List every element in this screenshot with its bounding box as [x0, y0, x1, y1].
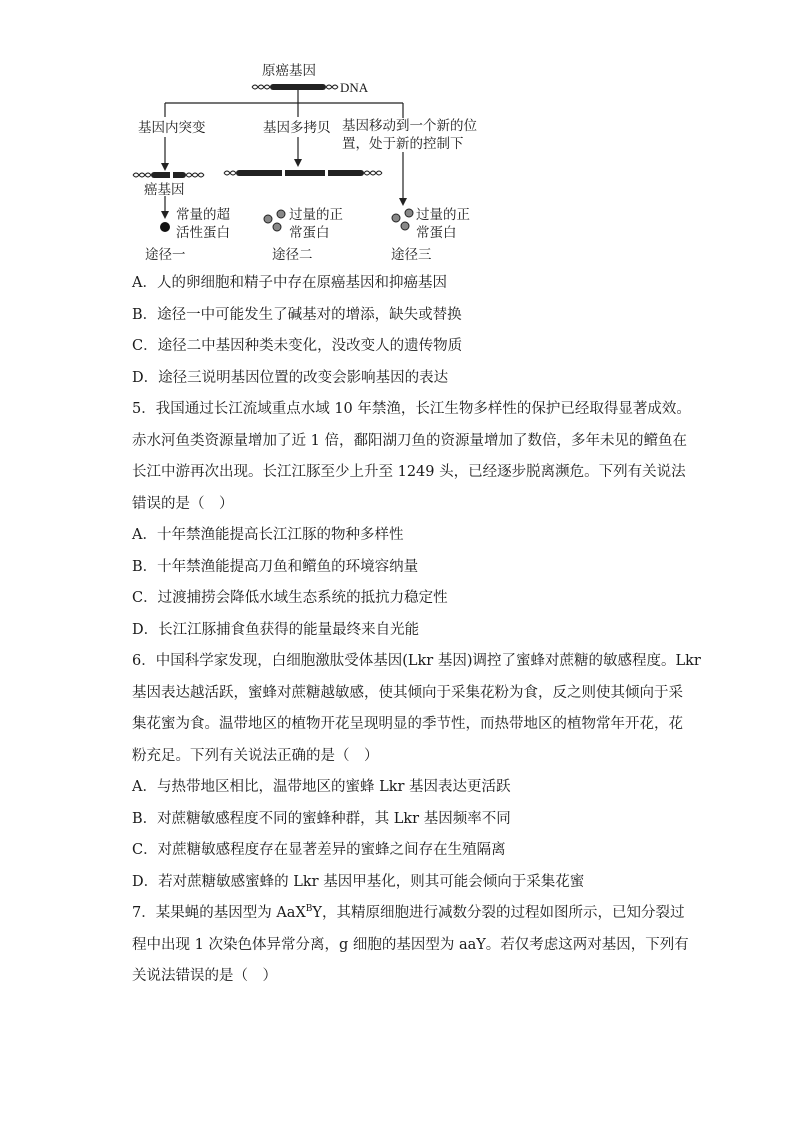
q6-stem-line: 6．中国科学家发现，白细胞激肽受体基因(Lkr 基因)调控了蜜蜂对蔗糖的敏感程度。Lkr: [132, 653, 701, 669]
q5-stem-line: 错误的是（ ）: [132, 495, 234, 512]
result3-line1: 过量的正: [416, 207, 470, 223]
q5-option-c: C．过渡捕捞会降低水域生态系统的抵抗力稳定性: [132, 590, 448, 606]
result1-line2: 活性蛋白: [176, 225, 230, 241]
q4-option-d: D．途径三说明基因位置的改变会影响基因的表达: [132, 369, 449, 386]
result3-line2: 常蛋白: [416, 225, 457, 241]
branch3-label-line2: 置，处于新的控制下: [342, 136, 464, 152]
q5-option-b: B．十年禁渔能提高刀鱼和鳤鱼的环境容纳量: [132, 558, 419, 575]
protein-cluster-icon-2: [264, 210, 285, 231]
q6-stem-line: 集花蜜为食。温带地区的植物开花呈现明显的季节性，而热带地区的植物常年开花，花: [132, 716, 683, 732]
q4-option-a: A．人的卵细胞和精子中存在原癌基因和抑癌基因: [132, 275, 447, 291]
q7-line1-before: 7．某果蝇的基因型为 AaX: [132, 905, 306, 921]
top-label: 原癌基因: [262, 63, 316, 79]
branch2-label: 基因多拷贝: [263, 120, 331, 136]
result2-line1: 过量的正: [289, 207, 343, 223]
q6-option-d: D．若对蔗糖敏感蜜蜂的 Lkr 基因甲基化，则其可能会倾向于采集花蜜: [132, 873, 585, 890]
result2-line2: 常蛋白: [289, 225, 330, 241]
mutated-dna-icon: [133, 172, 204, 178]
q6-stem-line: 基因表达越活跃，蜜蜂对蔗糖越敏感，使其倾向于采集花粉为食，反之则使其倾向于采: [132, 684, 683, 701]
branch1-label: 基因内突变: [138, 120, 206, 136]
hyperactive-protein-icon: [160, 222, 170, 232]
result1-line1: 常量的超: [176, 207, 230, 223]
q5-stem-line: 长江中游再次出现。长江江豚至少上升至 1249 头，已经逐步脱离濒危。下列有关说法: [132, 464, 686, 480]
oncogene-pathway-diagram: [0, 0, 794, 270]
path1-label: 途径一: [145, 247, 186, 263]
q7-stem-line1: [132, 898, 685, 930]
q4-option-c: C．途径二中基因种类未变化，没改变人的遗传物质: [132, 338, 463, 354]
q6-option-b: B．对蔗糖敏感程度不同的蜜蜂种群，其 Lkr 基因频率不同: [132, 810, 511, 827]
q6-stem-line: 粉充足。下列有关说法正确的是（ ）: [132, 747, 379, 764]
q4-option-b: B．途径一中可能发生了碱基对的增添，缺失或替换: [132, 306, 462, 323]
amplified-dna-icon: [224, 170, 382, 176]
question-body: [132, 268, 701, 993]
q5-stem-line: 赤水河鱼类资源量增加了近 1 倍，鄱阳湖刀鱼的资源量增加了数倍，多年未见的鳤鱼在: [132, 432, 687, 449]
q6-option-c: C．对蔗糖敏感程度存在显著差异的蜜蜂之间存在生殖隔离: [132, 842, 506, 858]
q6-option-a: A．与热带地区相比，温带地区的蜜蜂 Lkr 基因表达更活跃: [132, 779, 511, 795]
cancer-gene-label: 癌基因: [144, 182, 185, 198]
q7-stem-line2: 程中出现 1 次染色体异常分离，g 细胞的基因型为 aaY。若仅考虑这两对基因，下列有: [132, 936, 689, 953]
top-dna-icon: [252, 84, 338, 90]
q5-option-a: A．十年禁渔能提高长江江豚的物种多样性: [132, 527, 404, 543]
q5-option-d: D．长江江豚捕食鱼获得的能量最终来自光能: [132, 621, 420, 638]
branch3-label-line1: 基因移动到一个新的位: [342, 118, 477, 134]
dna-label: DNA: [340, 80, 369, 95]
q5-stem-line: 5．我国通过长江流域重点水域 10 年禁渔，长江生物多样性的保护已经取得显著成效。: [132, 401, 691, 417]
protein-cluster-icon-3: [392, 209, 413, 230]
q7-line1-sup: B: [305, 904, 313, 915]
q7-line1-after: Y，其精原细胞进行减数分裂的过程如图所示，已知分裂过: [312, 905, 685, 921]
path3-label: 途径三: [391, 247, 432, 263]
path2-label: 途径二: [272, 247, 313, 263]
q7-stem-line3: 关说法错误的是（ ）: [132, 968, 277, 984]
